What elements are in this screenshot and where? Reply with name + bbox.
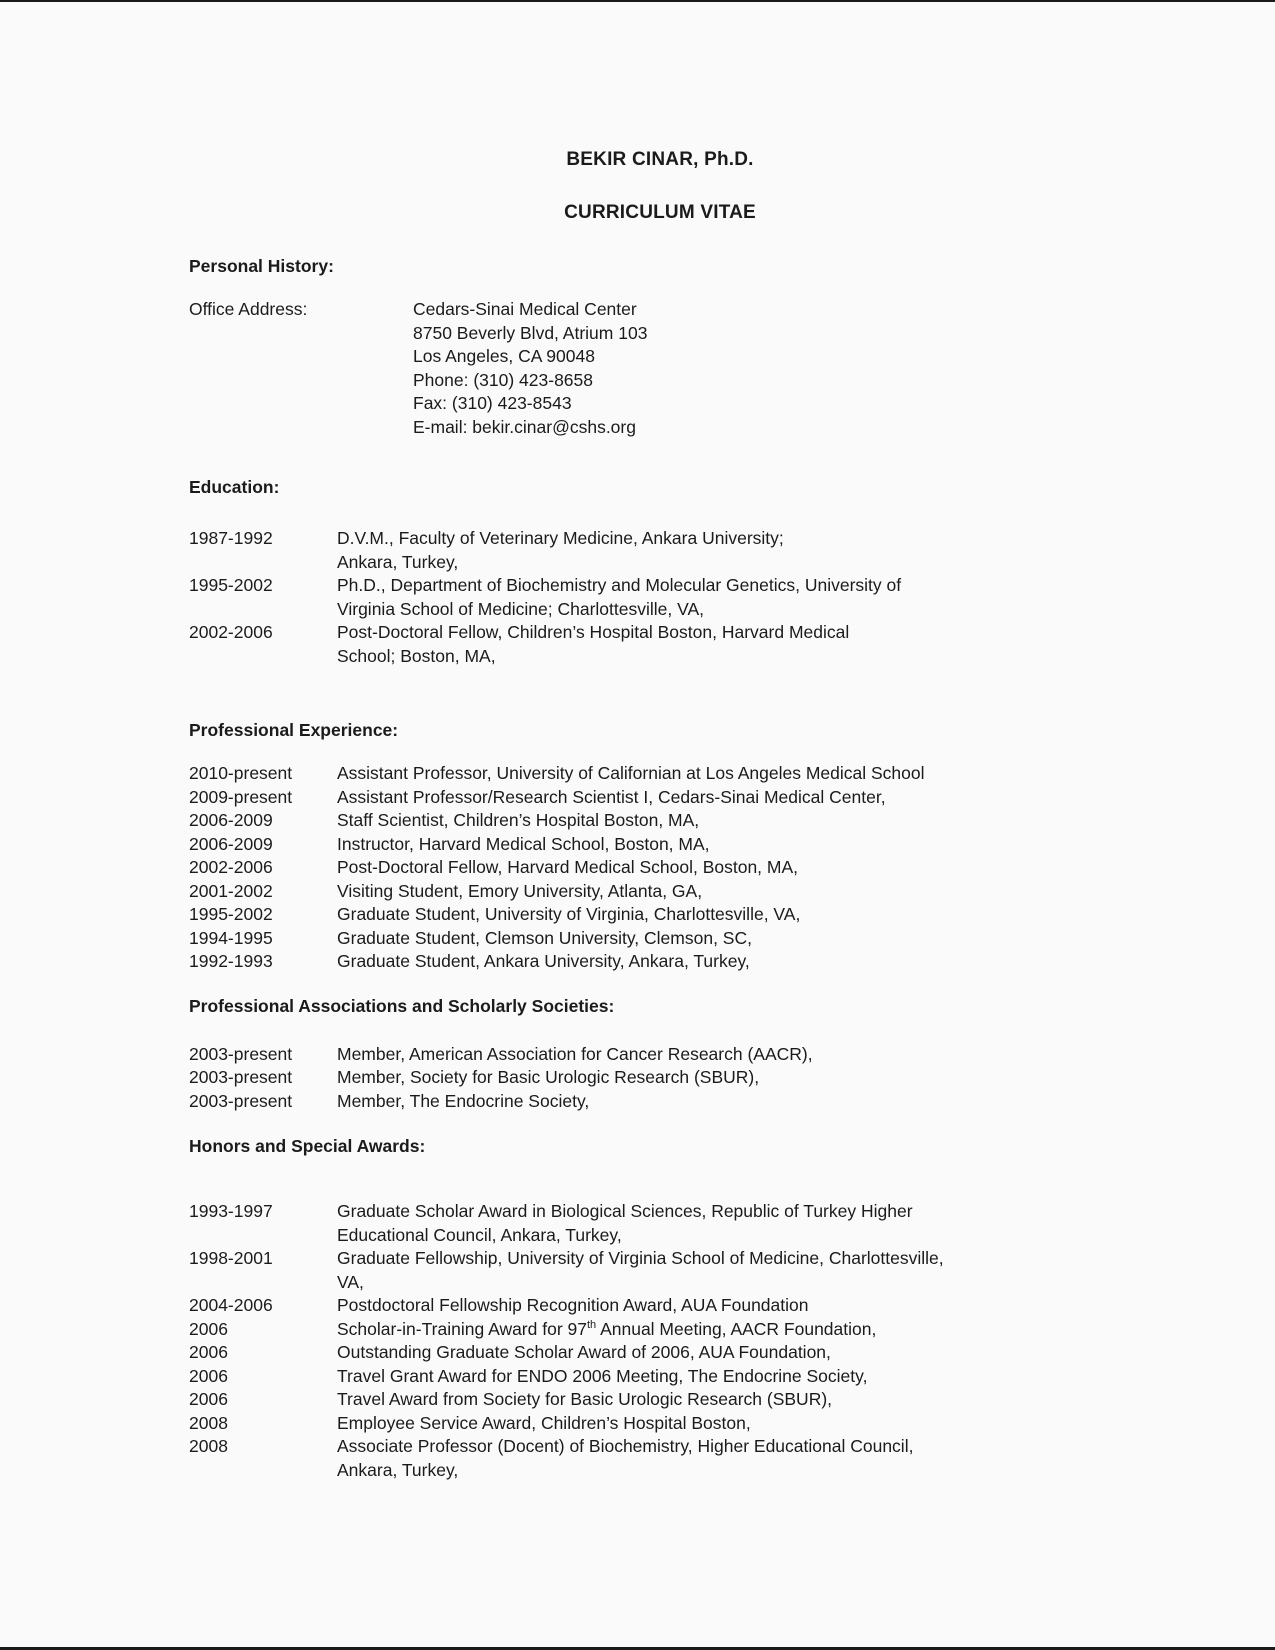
row-period: 2003-present	[189, 1043, 293, 1064]
row-line: Assistant Professor, University of Californian at Los Angeles Medical School	[337, 763, 925, 783]
row-description	[337, 1200, 1079, 1247]
section-rows	[189, 762, 1149, 974]
row-description	[337, 1388, 1079, 1412]
row-line-text: Annual Meeting, AACR Foundation,	[596, 1318, 877, 1339]
row-description	[337, 1318, 1079, 1342]
section-heading: Professional Associations and Scholarly Societies:	[189, 995, 615, 1016]
cv-row	[189, 809, 1149, 833]
row-line: Graduate Student, University of Virginia, Charlottesville, VA,	[337, 904, 801, 924]
row-period: 1993-1997	[189, 1201, 273, 1221]
section-personal-history	[189, 254, 1149, 439]
row-description	[337, 527, 1079, 574]
document-subtitle: CURRICULUM VITAE	[564, 202, 756, 223]
row-period: 2003-present	[189, 1090, 293, 1111]
section-education	[189, 475, 1149, 668]
row-line: Graduate Fellowship, University of Virginia School of Medicine, Charlottesville,	[337, 1248, 944, 1268]
row-description	[337, 1294, 1079, 1318]
row-line: Educational Council, Ankara, Turkey,	[337, 1224, 622, 1245]
row-description	[337, 1412, 1079, 1436]
row-period: 2002-2006	[189, 857, 273, 877]
section-honors-awards	[189, 1134, 1149, 1482]
cv-row	[189, 527, 1149, 574]
row-period: 1994-1995	[189, 927, 273, 948]
cv-row	[189, 1318, 1149, 1342]
row-line: Travel Award from Society for Basic Urologic Research (SBUR),	[337, 1389, 833, 1409]
row-description	[337, 927, 1079, 951]
row-line: Los Angeles, CA 90048	[413, 346, 595, 366]
cv-row	[189, 1043, 1149, 1067]
row-period: 2008	[189, 1436, 228, 1456]
row-description	[413, 298, 1149, 439]
row-line: Graduate Student, Clemson University, Clemson, SC,	[337, 927, 752, 948]
section-rows	[189, 1043, 1149, 1114]
cv-content	[0, 2, 1275, 1482]
row-description	[337, 1247, 1079, 1294]
cv-row	[189, 950, 1149, 974]
row-line: Fax: (310) 423-8543	[413, 393, 572, 413]
row-line: 8750 Beverly Blvd, Atrium 103	[413, 322, 648, 343]
cv-row	[189, 856, 1149, 880]
row-period: 2006	[189, 1318, 228, 1339]
row-period: 1987-1992	[189, 528, 273, 548]
section-rows	[189, 527, 1149, 668]
row-line: VA,	[337, 1271, 364, 1292]
row-line: School; Boston, MA,	[337, 645, 496, 666]
row-description	[337, 856, 1079, 880]
cv-row	[189, 1090, 1149, 1114]
row-line: Outstanding Graduate Scholar Award of 2006, AUA Foundation,	[337, 1342, 831, 1362]
row-line: Ankara, Turkey,	[337, 1459, 459, 1480]
row-period: 2002-2006	[189, 622, 273, 642]
row-line: Graduate Student, Ankara University, Ankara, Turkey,	[337, 951, 750, 971]
row-line: Travel Grant Award for ENDO 2006 Meeting, The Endocrine Society,	[337, 1365, 868, 1386]
row-line: Post-Doctoral Fellow, Harvard Medical School, Boston, MA,	[337, 857, 799, 877]
section-heading: Professional Experience:	[189, 720, 399, 740]
cv-row	[189, 574, 1149, 621]
row-period: 2006	[189, 1365, 228, 1386]
row-description	[337, 950, 1079, 974]
row-description	[337, 1365, 1079, 1389]
row-period: 1998-2001	[189, 1248, 273, 1268]
row-line: E-mail: bekir.cinar@cshs.org	[413, 416, 636, 437]
row-line: Member, American Association for Cancer Research (AACR),	[337, 1043, 813, 1064]
row-line: Virginia School of Medicine; Charlottesville, VA,	[337, 598, 705, 619]
row-description	[337, 1341, 1079, 1365]
cv-row	[189, 298, 1149, 439]
row-period: 2010-present	[189, 763, 293, 783]
row-line: Ph.D., Department of Biochemistry and Molecular Genetics, University of	[337, 575, 902, 595]
section-heading: Personal History:	[189, 256, 334, 276]
row-line	[337, 1318, 1079, 1342]
row-line: Post-Doctoral Fellow, Children’s Hospital Boston, Harvard Medical	[337, 622, 850, 642]
section-rows	[189, 298, 1149, 439]
cv-row	[189, 903, 1149, 927]
row-description	[337, 1066, 1079, 1090]
row-period: 2009-present	[189, 786, 293, 807]
section-professional-associations	[189, 994, 1149, 1114]
row-description	[337, 1090, 1079, 1114]
section-heading: Honors and Special Awards:	[189, 1136, 426, 1156]
row-period: Office Address:	[189, 299, 308, 319]
row-period: 2006-2009	[189, 810, 273, 830]
cv-row	[189, 1388, 1149, 1412]
cv-row	[189, 1412, 1149, 1436]
row-description	[337, 621, 1079, 668]
row-line: Assistant Professor/Research Scientist I, Cedars-Sinai Medical Center,	[337, 786, 886, 807]
row-line-text: Scholar-in-Training Award for 97	[337, 1318, 587, 1339]
cv-row	[189, 1435, 1149, 1482]
row-line: Staff Scientist, Children’s Hospital Boston, MA,	[337, 810, 700, 830]
cv-row	[189, 1247, 1149, 1294]
row-description	[337, 1435, 1079, 1482]
row-line: Cedars-Sinai Medical Center	[413, 299, 637, 319]
cv-row	[189, 621, 1149, 668]
row-period: 1992-1993	[189, 951, 273, 971]
row-period: 2006	[189, 1342, 228, 1362]
row-description	[337, 833, 1079, 857]
document-title: BEKIR CINAR, Ph.D.	[566, 149, 754, 170]
section-professional-experience	[189, 718, 1149, 974]
cv-row	[189, 1341, 1149, 1365]
row-description	[337, 809, 1079, 833]
row-period: 2001-2002	[189, 880, 273, 901]
row-line: Ankara, Turkey,	[337, 551, 459, 572]
cv-row	[189, 1294, 1149, 1318]
cv-sections	[189, 254, 1149, 1482]
row-line: Member, The Endocrine Society,	[337, 1090, 590, 1111]
cv-row	[189, 880, 1149, 904]
cv-row	[189, 1066, 1149, 1090]
row-period: 2003-present	[189, 1067, 293, 1087]
row-description	[337, 903, 1079, 927]
row-line: Associate Professor (Docent) of Biochemistry, Higher Educational Council,	[337, 1436, 914, 1456]
cv-row	[189, 927, 1149, 951]
row-line: Instructor, Harvard Medical School, Boston, MA,	[337, 833, 710, 854]
row-line: Phone: (310) 423-8658	[413, 369, 593, 390]
cv-row	[189, 833, 1149, 857]
ordinal-superscript: th	[586, 1318, 597, 1331]
row-period: 2006	[189, 1389, 228, 1409]
row-period: 2004-2006	[189, 1295, 273, 1315]
section-rows	[189, 1200, 1149, 1482]
row-line: Graduate Scholar Award in Biological Sciences, Republic of Turkey Higher	[337, 1201, 913, 1221]
row-period: 2006-2009	[189, 833, 273, 854]
row-description	[337, 1043, 1079, 1067]
section-heading: Education:	[189, 477, 280, 497]
row-line: Member, Society for Basic Urologic Research (SBUR),	[337, 1067, 760, 1087]
row-description	[337, 880, 1079, 904]
row-description	[337, 786, 1079, 810]
row-period: 1995-2002	[189, 575, 273, 595]
row-line: Postdoctoral Fellowship Recognition Award, AUA Foundation	[337, 1295, 809, 1315]
cv-row	[189, 1200, 1149, 1247]
row-line: D.V.M., Faculty of Veterinary Medicine, Ankara University;	[337, 528, 784, 548]
row-description	[337, 574, 1079, 621]
cv-row	[189, 1365, 1149, 1389]
row-description	[337, 762, 1079, 786]
row-period: 1995-2002	[189, 904, 273, 924]
row-line: Employee Service Award, Children’s Hospital Boston,	[337, 1412, 751, 1433]
cv-row	[189, 786, 1149, 810]
row-line: Visiting Student, Emory University, Atlanta, GA,	[337, 880, 703, 901]
cv-row	[189, 762, 1149, 786]
row-period: 2008	[189, 1412, 228, 1433]
header-block	[189, 148, 1131, 225]
